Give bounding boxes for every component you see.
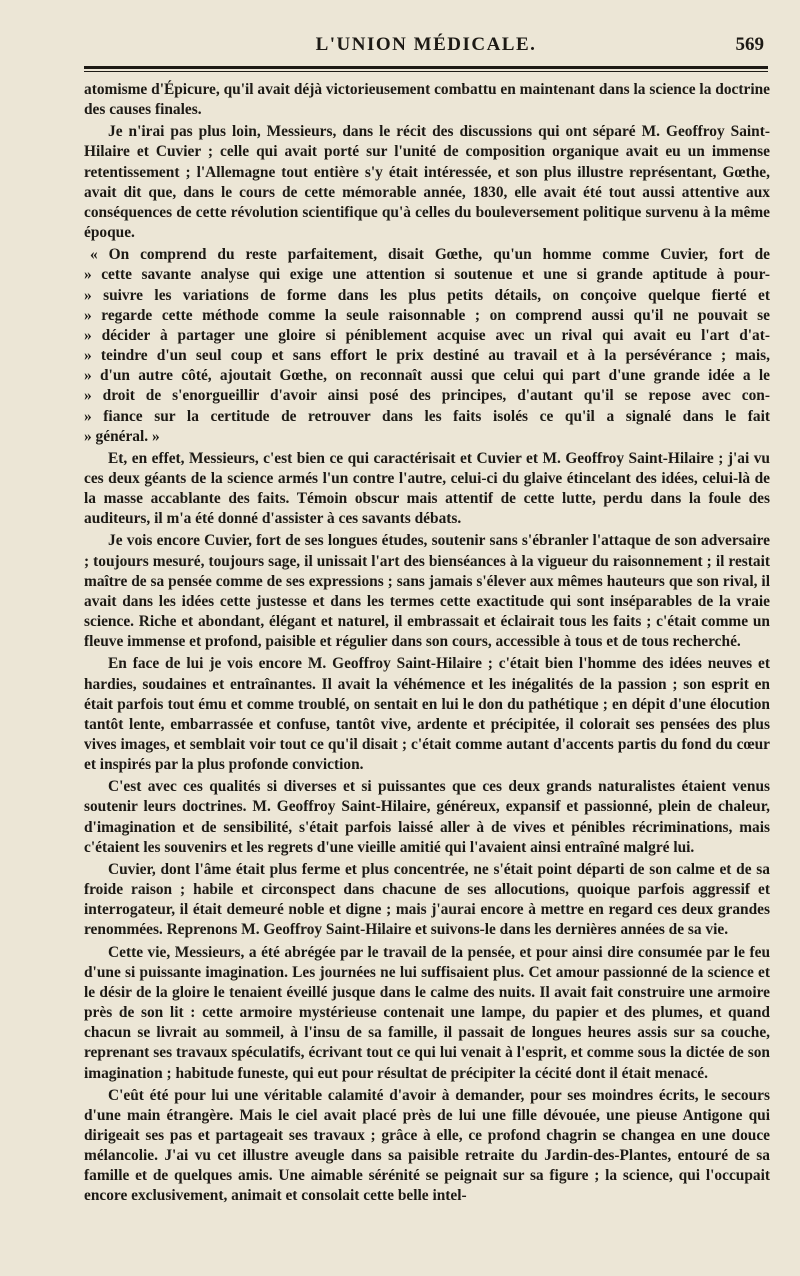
quote-line: » général. » — [84, 427, 160, 445]
body-text — [84, 80, 770, 1209]
running-title: L'UNION MÉDICALE. — [315, 34, 537, 55]
goethe-quote — [84, 245, 770, 447]
paragraph: C'eût été pour lui une véritable calamité d'avoir à demander, pour ses moindres écrits, le secours d'une main étrangère. Mais le ciel avait placé près de lui une fille dévouée, une pieuse Antigone qui dirigeait ses pas et partageait ses travaux ; grâce à elle, ce profond chagrin se changea en une douce mélancolie. J'ai vu cet illustre aveugle dans sa paisible retraite du Jardin-des-Plantes, entouré de sa famille et de quelques amis. Une aimable sérénité se peignait sur sa figure ; la science, qui l'occupait encore exclusivement, animait et consolait cette belle intel- — [84, 1086, 770, 1205]
quote-line: » cette savante analyse qui exige une attention si soutenue et une si grande aptitude à pour- — [84, 266, 770, 284]
quote-line: » d'un autre côté, ajoutait Gœthe, on reconnaît aussi que celui qui part d'une grande idée a le — [84, 367, 770, 385]
paragraph: Et, en effet, Messieurs, c'est bien ce qui caractérisait et Cuvier et M. Geoffroy Saint-Hilaire ; j'ai vu ces deux géants de la science armés l'un contre l'autre, celui-ci du glaive étincelant des idées, celui-là de la masse accablante des faits. Témoin obscur mais attentif de cette lutte, perdu dans la foule des auditeurs, il m'a été donné d'assister à ces savants débats. — [84, 449, 770, 528]
paragraph: C'est avec ces qualités si diverses et si puissantes que ces deux grands naturalistes étaient venus soutenir leurs doctrines. M. Geoffroy Saint-Hilaire, généreux, expansif et passionné, plein de chaleur, d'imagination et de sensibilité, s'était parfois laissé aller à de vives et pénibles récriminations, mais c'étaient les souvenirs et les regrets d'une vieille amitié qui l'avaient ainsi entraîné malgré lui. — [84, 778, 770, 856]
paragraph: atomisme d'Épicure, qu'il avait déjà victorieusement combattu en maintenant dans la science la doctrine des causes finales. — [84, 81, 770, 119]
page-header — [84, 34, 768, 64]
page-number: 569 — [735, 34, 764, 55]
paragraph: Je vois encore Cuvier, fort de ses longues études, soutenir sans s'ébranler l'attaque de son adversaire ; toujours mesuré, toujours sage, il unissait l'art des bienséances à la vigueur du raisonnement ; il restait maître de sa pensée comme de ses expressions ; sans jamais s'élever aux mêmes hauteurs que son rival, il avait dans les idées cette justesse et dans les termes cette exactitude qui sont inséparables de la vraie science. Riche et abondant, élégant et naturel, il embrassait et éclairait tous les faits ; c'était comme un fleuve immense et profond, paisible et régulier dans son cours, accessible à tous et de tous recherché. — [84, 532, 770, 651]
quote-line: « On comprend du reste parfaitement, disait Gœthe, qu'un homme comme Cuvier, fort de — [90, 246, 770, 264]
quote-line: » teindre d'un seul coup et sans effort le prix destiné au travail et à la persévérance ; mais, — [84, 347, 770, 365]
paragraph: Je n'irai pas plus loin, Messieurs, dans le récit des discussions qui ont séparé M. Geoffroy Saint-Hilaire et Cuvier ; celle qui avait porté sur l'unité de composition organique avait eu un immense retentissement ; l'Allemagne tout entière s'y était intéressée, et son plus illustre représentant, Gœthe, avait dit que, dans le cours de cette mémorable année, 1830, elle avait été tout aussi attentive aux conséquences de cette révolution scientifique qu'à celles du bouleversement politique survenu à la même époque. — [84, 123, 770, 242]
quote-line: » droit de s'enorgueillir d'avoir ainsi posé des principes, d'autant qu'il se repose avec con- — [84, 387, 770, 405]
paragraph: Cette vie, Messieurs, a été abrégée par le travail de la pensée, et pour ainsi dire consumée par le feu d'une si puissante imagination. Les journées ne lui suffisaient plus. Cet amour passionné de la science et le désir de la gloire le tenaient éveillé jusque dans le calme des nuits. Il avait fait construire une armoire près de son lit : cette armoire mystérieuse contenait une lampe, du papier et des plumes, et quand chacun se livrait au sommeil, à l'insu de sa famille, il passait de longues heures assis sur sa couche, reprenant ses travaux spéculatifs, écrivant tout ce qui lui venait à l'esprit, et comme sous la dictée de son imagination ; habitude funeste, qui eut pour résultat de précipiter la cécité dont il était menacé. — [84, 943, 770, 1082]
quote-line: » suivre les variations de forme dans les plus petits détails, on conçoive quelque fierté et — [84, 286, 770, 304]
quote-line: » regarde cette méthode comme la seule raisonnable ; on comprend aussi qu'il ne pouvait se — [84, 306, 770, 324]
header-rule-thin — [84, 71, 768, 72]
quote-line: » décider à partager une gloire si péniblement acquise avec un rival qui avait eu l'art d'at- — [84, 326, 770, 344]
quote-line: » fiance sur la certitude de retrouver dans les faits isolés ce qu'il a signalé dans le fait — [84, 407, 770, 425]
paragraph: Cuvier, dont l'âme était plus ferme et plus concentrée, ne s'était point départi de son calme et de sa froide raison ; habile et circonspect dans chacune de ses allocutions, quoique parfois aggressif et interrogateur, il était demeuré noble et digne ; mais j'aurai encore à mettre en regard ces deux grandes renommées. Reprenons M. Geoffroy Saint-Hilaire et suivons-le dans les dernières années de sa vie. — [84, 860, 770, 939]
paragraph: En face de lui je vois encore M. Geoffroy Saint-Hilaire ; c'était bien l'homme des idées neuves et hardies, soudaines et entraînantes. Il avait la véhémence et les inégalités de la passion ; son esprit en était parfois tout ému et comme troublé, on sentait en lui le don du pathétique ; en dépit d'une élocution tantôt lente, embarrassée et confuse, tantôt vive, ardente et précipitée, il colorait ses pensées des plus vives images, et semblait voir tout ce qu'il disait ; c'était comme autant d'accents partis du fond du cœur et inspirés par la plus profonde conviction. — [84, 655, 770, 774]
header-rule-thick — [84, 66, 768, 69]
